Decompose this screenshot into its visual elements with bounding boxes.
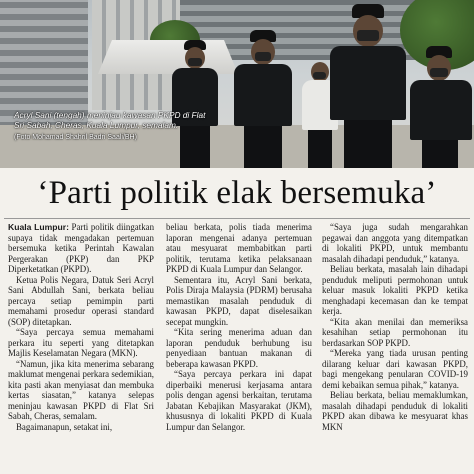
officer-figure (232, 30, 294, 168)
article-column-3 (322, 222, 468, 432)
dateline: Kuala Lumpur: (8, 222, 69, 232)
photo-credit: (Foto Mohamad Shahril Badri Saali/BH) (14, 133, 137, 141)
officer-figure (170, 40, 220, 168)
paragraph: “Namun, jika kita menerima sebarang maklumat mengenai perkara sedemikian, kita pasti akan menyiasat dan membuka kertas siasatan,” katanya selepas meninjau kawasan PKPD di Flat Sri Sabah, Cheras, semalam. (8, 358, 154, 421)
officer-figure (328, 4, 408, 168)
paragraph: “Kita sering menerima aduan dan laporan penduduk berhubung isu penyediaan bantuan makanan di beberapa kawasan PKPD. (166, 327, 312, 369)
article-column-1 (8, 222, 154, 432)
paragraph: “Saya percaya semua memahami perkara itu seperti yang ditetapkan Majlis Keselamatan Negara (MKN). (8, 327, 154, 358)
paragraph: beliau berkata, polis tiada menerima laporan mengenai adanya pertemuan atau mesyuarat membabitkan parti politik, terutama ketika pelaksanaan PKPD di Kuala Lumpur dan Selangor. (166, 222, 312, 274)
paragraph: “Kita akan menilai dan memeriksa kesahihan setiap permohonan itu berdasarkan SOP PKPD. (322, 316, 468, 348)
photo-caption (14, 110, 214, 143)
caption-text: Acryl Sani (tengah) meninjau kawasan PKPD di Flat Sri Sabah, Cheras, Kuala Lumpur, semalam. (14, 110, 206, 131)
headline: ‘Parti politik elak bersemuka’ (37, 175, 437, 211)
paragraph: Bagaimanapun, setakat ini, (16, 421, 113, 432)
paragraph: “Mereka yang tiada urusan penting dilarang keluar dari kawasan PKPD, bagi mengekang penularan COVID-19 demi kebaikan semua pihak,” katanya. (322, 348, 468, 390)
paragraph: “Saya juga sudah mengarahkan pegawai dan anggota yang ditempatkan di lokaliti PKPD, untuk membantu masalah dihadapi penduduk,” katanya. (322, 222, 468, 264)
officer-figure (408, 46, 474, 168)
divider (4, 218, 470, 219)
paragraph: Sementara itu, Acryl Sani berkata, Polis Diraja Malaysia (PDRM) berusaha memastikan masalah penduduk di kawasan PKPD, dapat diselesaikan secepat mungkin. (166, 274, 312, 327)
paragraph: Kuala Lumpur: Parti politik diingatkan supaya tidak mengadakan pertemuan bersemuka ketika Perintah Kawalan Pergerakan (PKP) dan PKP Diperketatkan (PKPD). (8, 222, 155, 274)
article-column-2 (166, 222, 312, 432)
paragraph: Beliau berkata, masalah lain dihadapi penduduk meliputi permohonan untuk keluar masuk lokaliti PKPD ketika menghadapi kecemasan dan ke tempat kerja. (322, 264, 468, 316)
paragraph: “Saya percaya perkara ini dapat diperbaiki menerusi kerjasama antara polis dengan agensi berkaitan, terutama Jabatan Kebajikan Masyarakat (JKM), khususnya di lokaliti PKPD di Kuala Lumpur dan Selangor. (166, 369, 312, 432)
paragraph: Ketua Polis Negara, Datuk Seri Acryl Sani Abdullah Sani, berkata beliau percaya setiap pemimpin parti memahami prosedur operasi standard (SOP) ditetapkan. (8, 274, 154, 327)
paragraph: Beliau berkata, beliau memaklumkan, masalah dihadapi penduduk di lokaliti PKPD akan dibawa ke mesyuarat khas MKN (322, 390, 468, 432)
news-photo (0, 0, 474, 168)
